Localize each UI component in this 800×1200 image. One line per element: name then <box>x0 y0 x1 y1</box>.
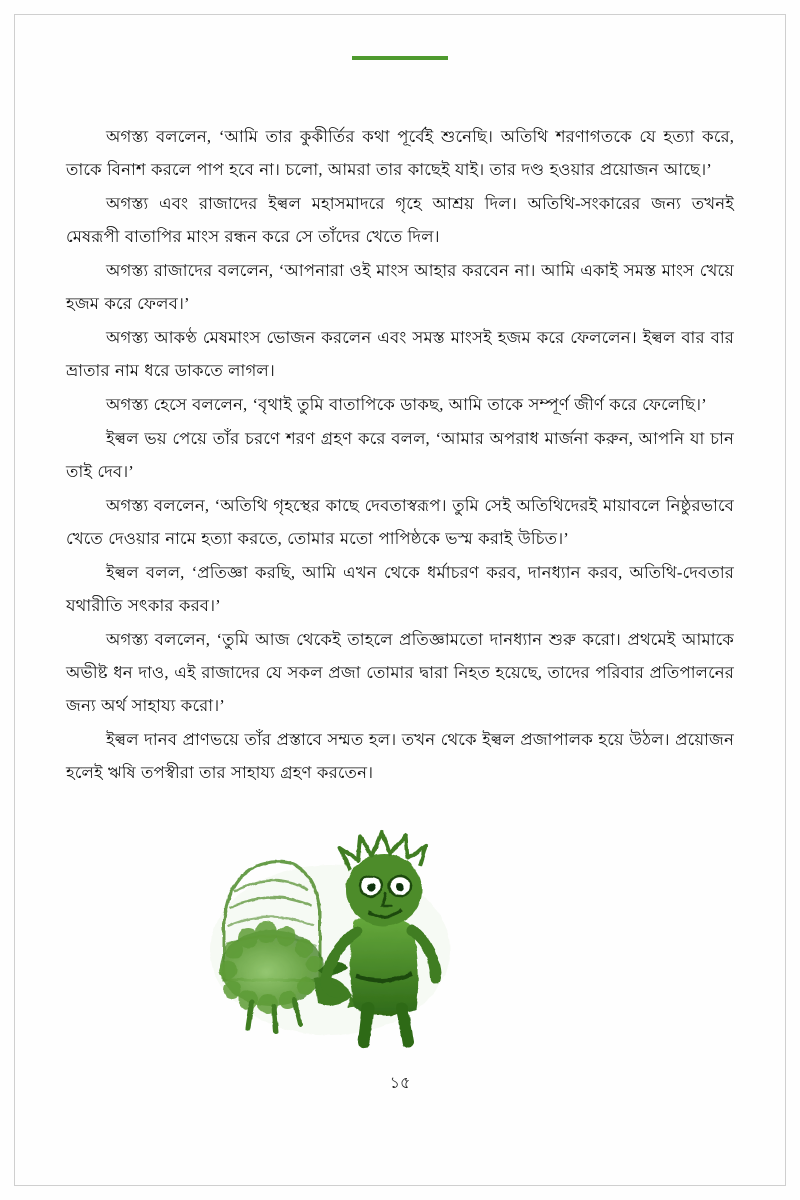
paragraph: অগস্ত্য হেসে বললেন, ‘বৃথাই তুমি বাতাপিকে ডাকছ, আমি তাকে সম্পূর্ণ জীর্ণ করে ফেলেছি।’ <box>106 395 707 414</box>
paragraph: অগস্ত্য বললেন, ‘অতিথি গৃহস্থের কাছে দেবতাস্বরূপ। তুমি সেই অতিথিদেরই মায়াবলে নিষ্ঠুরভাবে খেতে দেওয়ার নামে হত্যা করতে, তোমার মতো পাপিষ্ঠকে ভস্ম করাই উচিত।’ <box>66 496 734 548</box>
page-number: ১৫ <box>389 1075 411 1092</box>
paragraph: ইল্বল বলল, ‘প্রতিজ্ঞা করছি, আমি এখন থেকে ধর্মাচরণ করব, দানধ্যান করব, অতিথি-দেবতার যথারীতি সৎকার করব।’ <box>66 563 734 615</box>
paragraph: অগস্ত্য বললেন, ‘তুমি আজ থেকেই তাহলে প্রতিজ্ঞামতো দানধ্যান শুরু করো। প্রথমেই আমাকে অভীষ্ট ধন দাও, এই রাজাদের যে সকল প্রজা তোমার দ্বারা নিহত হয়েছে, তাদের পরিবার প্রতিপালনের জন্য অর্থ সাহায্য করো।’ <box>66 630 734 715</box>
paragraph: অগস্ত্য রাজাদের বললেন, ‘আপনারা ওই মাংস আহার করবেন না। আমি একাই সমস্ত মাংস খেয়ে হজম করে ফেলব।’ <box>66 261 734 313</box>
paragraph: অগস্ত্য আকণ্ঠ মেষমাংস ভোজন করলেন এবং সমস্ত মাংসই হজম করে ফেললেন। ইল্বল বার বার ভ্রাতার নাম ধরে ডাকতে লাগল। <box>66 328 734 380</box>
paragraph: ইল্বল দানব প্রাণভয়ে তাঁর প্রস্তাবে সম্মত হল। তখন থেকে ইল্বল প্রজাপালক হয়ে উঠল। প্রয়োজন হলেই ঋষি তপস্বীরা তার সাহায্য গ্রহণ করতেন। <box>66 730 734 782</box>
body-text <box>66 120 734 790</box>
paragraph: অগস্ত্য এবং রাজাদের ইল্বল মহাসমাদরে গৃহে আশ্রয় দিল। অতিথি-সংকারের জন্য তখনই মেষরূপী বাতাপির মাংস রন্ধন করে সে তাঁদের খেতে দিল। <box>66 194 734 246</box>
paragraph: ইল্বল ভয় পেয়ে তাঁর চরণে শরণ গ্রহণ করে বলল, ‘আমার অপরাধ মার্জনা করুন, আপনি যা চান তাই দেব।’ <box>66 429 734 481</box>
top-rule-ornament <box>352 56 448 60</box>
demon-and-ram-illustration <box>190 800 470 1050</box>
paragraph: অগস্ত্য বললেন, ‘আমি তার কুকীর্তির কথা পূর্বেই শুনেছি। অতিথি শরণাগতকে যে হত্যা করে, তাকে বিনাশ করলে পাপ হবে না। চলো, আমরা তার কাছেই যাই। তার দণ্ড হওয়ার প্রয়োজন আছে।’ <box>66 127 734 179</box>
